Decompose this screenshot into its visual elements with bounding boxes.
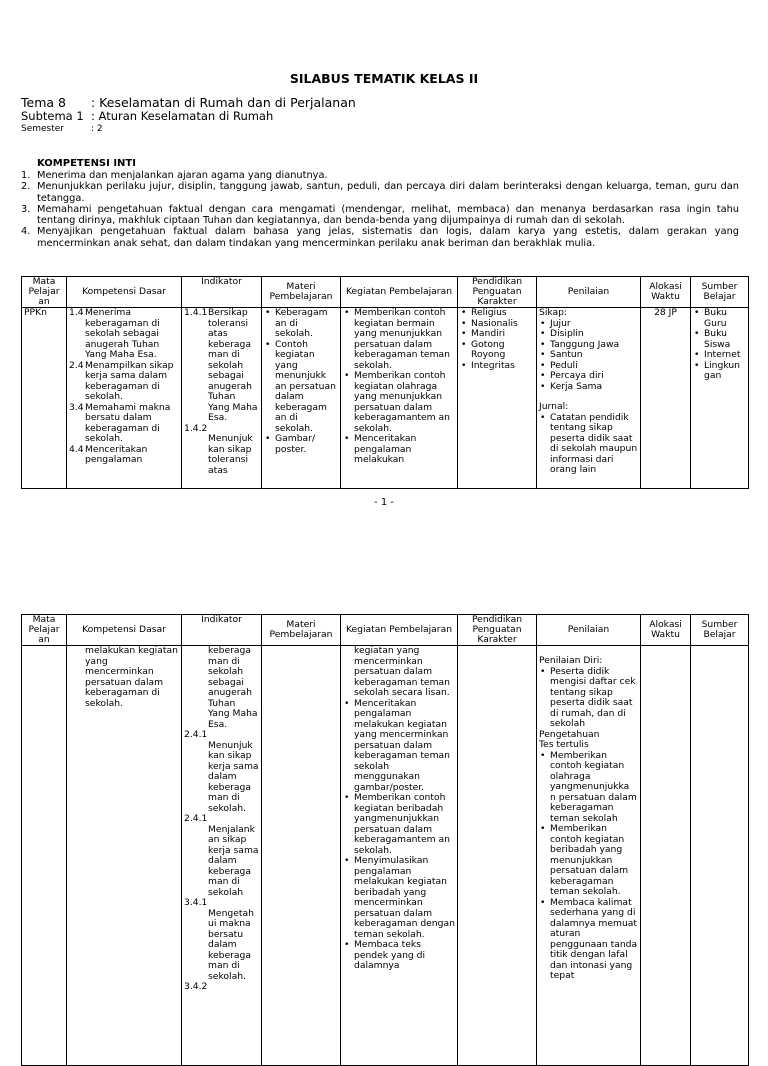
list-item: • Gambar/ poster. bbox=[264, 434, 338, 455]
cell-materi bbox=[262, 308, 341, 489]
penilaian-jurnal-label: Jurnal: bbox=[539, 401, 569, 412]
page-number: - 1 - bbox=[374, 497, 394, 508]
tes-tertulis-label: Tes tertulis bbox=[539, 739, 589, 750]
cell-karakter bbox=[458, 646, 537, 1066]
header-kegiatan: Kegiatan Pembelajaran bbox=[341, 277, 458, 308]
tema-label: Tema 8 bbox=[21, 95, 66, 110]
document-title: SILABUS TEMATIK KELAS II bbox=[289, 71, 479, 86]
list-item: • Integritas bbox=[460, 361, 534, 372]
header-penilaian: Penilaian bbox=[537, 615, 641, 646]
list-item: • Keberagam an di sekolah. bbox=[264, 308, 338, 340]
header-alokasi: Alokasi Waktu bbox=[641, 277, 691, 308]
syllabus-table-page1 bbox=[21, 276, 749, 489]
subtema-value: : Aturan Keselamatan di Rumah bbox=[91, 109, 274, 123]
list-item: • Menyimulasikan pengalaman melakukan kegiatan beribadah yang mencerminkan persatuan dalam keberagaman dengan teman sekolah. bbox=[343, 856, 455, 940]
list-item: • Memberikan contoh kegiatan olahraga yangmenunjukka n persatuan dalam keberagaman teman sekolah bbox=[539, 751, 638, 825]
header-indikator: Indikator bbox=[182, 615, 262, 646]
cell-kd: 1.4 Menerima keberagaman di sekolah sebagai anugerah Tuhan Yang Maha Esa. 2.4 Menampilkan sikap kerja sama dalam keberagaman di sekolah. 3.4 Memahami makna bersatu dalam keberagaman di sekolah. 4.4 Menceritakan pengalaman bbox=[67, 308, 182, 489]
header-mapel: Mata Pelajar an bbox=[22, 277, 67, 308]
syllabus-table-page2 bbox=[21, 614, 749, 1066]
header-alokasi: Alokasi Waktu bbox=[641, 615, 691, 646]
cell-indikator: keberaga man di sekolah sebagai anugerah Tuhan Yang Maha Esa. 2.4.1 Menunjuk kan sikap kerja sama dalam keberaga man di sekolah. 2.4.1 Menjalank an sikap kerja sama dalam keberaga man di sekolah 3.4.1 Mengetah ui makna bersatu dalam keberaga man di sekolah. 3.4.2 bbox=[182, 646, 262, 1066]
list-item: • Santun bbox=[539, 350, 638, 361]
list-item: • Internet bbox=[693, 350, 746, 361]
list-item: • Nasionalis bbox=[460, 319, 534, 330]
list-item: • Religius bbox=[460, 308, 534, 319]
list-item: • Memberikan contoh kegiatan beribadah yangmenunjukkan persatuan dalam keberagamantem an sekolah. bbox=[343, 793, 455, 856]
pengetahuan-label: Pengetahuan bbox=[539, 728, 600, 740]
header-karakter: Pendidikan Penguatan Karakter bbox=[458, 277, 537, 308]
cell-alokasi bbox=[641, 646, 691, 1066]
header-kd: Kompetensi Dasar bbox=[67, 615, 182, 646]
ki-item: 2. Menunjukkan perilaku jujur, disiplin, tanggung jawab, santun, peduli, dan percaya diri dalam berinteraksi dengan keluarga, teman, guru dan tetangga. bbox=[21, 181, 739, 204]
list-item: • Mandiri bbox=[460, 329, 534, 340]
kd-continued: melakukan kegiatan yang mencerminkan persatuan dalam keberagaman di sekolah. bbox=[85, 645, 178, 709]
ki-item: 3. Memahami pengetahuan faktual dengan cara mengamati (mendengar, melihat, membaca) dan menanya berdasarkan rasa ingin tahu tentang dirinya, makhluk ciptaan Tuhan dan kegiatannya, dan benda-benda yang dijumpainya di rumah dan di sekolah. bbox=[21, 203, 739, 227]
list-item: • Membaca teks pendek yang di dalamnya bbox=[343, 940, 455, 972]
semester-row bbox=[21, 124, 103, 134]
list-item: • Jujur bbox=[539, 319, 638, 330]
list-item: • Memberikan contoh kegiatan olahraga yang menunjukkan persatuan dalam keberagamantem an sekolah. bbox=[343, 371, 455, 434]
list-item: • Contoh kegiatan yang menunjukk an persatuan dalam keberagam an di sekolah. bbox=[264, 340, 338, 435]
list-item: • Memberikan contoh kegiatan beribadah yang menunjukkan persatuan dalam keberagaman teman sekolah. bbox=[539, 824, 638, 898]
table-row bbox=[22, 308, 749, 489]
ki-item: 4. Menyajikan pengetahuan faktual dalam bahasa yang jelas, sistematis dan logis, dalam karya yang estetis, dalam gerakan yang mencerminkan anak sehat, dan dalam tindakan yang mencerminkan perilaku anak beriman dan berakhlak mulia. bbox=[21, 226, 739, 249]
header-karakter: Pendidikan Penguatan Karakter bbox=[458, 615, 537, 646]
list-item: • Catatan pendidik tentang sikap peserta didik saat di sekolah maupun informasi dari orang lain bbox=[539, 413, 638, 476]
header-sumber: Sumber Belajar bbox=[691, 615, 749, 646]
list-item: • Menceritakan pengalaman melakukan kegiatan yang mencerminkan persatuan dalam keberagaman teman sekolah menggunakan gambar/poster. bbox=[343, 699, 455, 794]
list-item: • Percaya diri bbox=[539, 371, 638, 382]
cell-materi bbox=[262, 646, 341, 1066]
list-item: • Buku Guru bbox=[693, 308, 746, 329]
cell-karakter bbox=[458, 308, 537, 489]
cell-alokasi: 28 JP bbox=[641, 308, 691, 489]
cell-penilaian bbox=[537, 646, 641, 1066]
cell-mapel bbox=[22, 646, 67, 1066]
cell-sumber bbox=[691, 646, 749, 1066]
list-item: • Membaca kalimat sederhana yang di dalamnya memuat aturan penggunaan tanda titik dengan lafal dan intonasi yang tepat bbox=[539, 898, 638, 982]
header-penilaian: Penilaian bbox=[537, 277, 641, 308]
cell-kegiatan bbox=[341, 646, 458, 1066]
header-materi: Materi Pembelajaran bbox=[262, 277, 341, 308]
kegiatan-continued: kegiatan yang mencerminkan persatuan dalam keberagaman teman sekolah secara lisan. bbox=[354, 645, 450, 698]
cell-indikator: 1.4.1 Bersikap toleransi atas keberaga man di sekolah sebagai anugerah Tuhan Yang Maha Esa. 1.4.2 Menunjuk kan sikap toleransi atas bbox=[182, 308, 262, 489]
header-materi: Materi Pembelajaran bbox=[262, 615, 341, 646]
semester-label: Semester bbox=[21, 124, 65, 134]
cell-penilaian bbox=[537, 308, 641, 489]
list-item: • Gotong Royong bbox=[460, 340, 534, 361]
header-mapel: Mata Pelajar an bbox=[22, 615, 67, 646]
list-item: • Disiplin bbox=[539, 329, 638, 340]
tema-value: : Keselamatan di Rumah dan di Perjalanan bbox=[91, 95, 356, 110]
semester-value: : 2 bbox=[91, 124, 103, 134]
list-item: • Kerja Sama bbox=[539, 382, 638, 393]
ki-heading: KOMPETENSI INTI bbox=[37, 158, 136, 169]
cell-mapel: PPKn bbox=[22, 308, 67, 489]
header-kegiatan: Kegiatan Pembelajaran bbox=[341, 615, 458, 646]
list-item: • Buku Siswa bbox=[693, 329, 746, 350]
indikator-continued: keberaga man di sekolah sebagai anugerah Tuhan Yang Maha Esa. bbox=[208, 645, 258, 730]
cell-sumber bbox=[691, 308, 749, 489]
list-item: • Peserta didik mengisi daftar cek tentang sikap peserta didik saat di rumah, dan di sekolah bbox=[539, 667, 638, 730]
cell-kd bbox=[67, 646, 182, 1066]
ki-item: 1. Menerima dan menjalankan ajaran agama yang dianutnya. bbox=[21, 170, 328, 181]
table-header-row bbox=[22, 615, 749, 646]
list-item: • Lingkun gan bbox=[693, 361, 746, 382]
table-row bbox=[22, 646, 749, 1066]
penilaian-sikap-label: Sikap: bbox=[539, 307, 568, 318]
header-sumber: Sumber Belajar bbox=[691, 277, 749, 308]
subtema-row bbox=[21, 109, 273, 123]
subtema-label: Subtema 1 bbox=[21, 109, 84, 123]
header-indikator: Indikator bbox=[182, 277, 262, 308]
cell-kegiatan bbox=[341, 308, 458, 489]
list-item: • Memberikan contoh kegiatan bermain yang menunjukkan persatuan dalam keberagaman teman sekolah. bbox=[343, 308, 455, 371]
tema-row bbox=[21, 95, 356, 110]
table-header-row bbox=[22, 277, 749, 308]
list-item: • Tanggung Jawa bbox=[539, 340, 638, 351]
ki-list bbox=[21, 170, 739, 249]
list-item: • Peduli bbox=[539, 361, 638, 372]
list-item: • Menceritakan pengalaman melakukan bbox=[343, 434, 455, 466]
header-kd: Kompetensi Dasar bbox=[67, 277, 182, 308]
penilaian-diri-label: Penilaian Diri: bbox=[539, 655, 603, 666]
